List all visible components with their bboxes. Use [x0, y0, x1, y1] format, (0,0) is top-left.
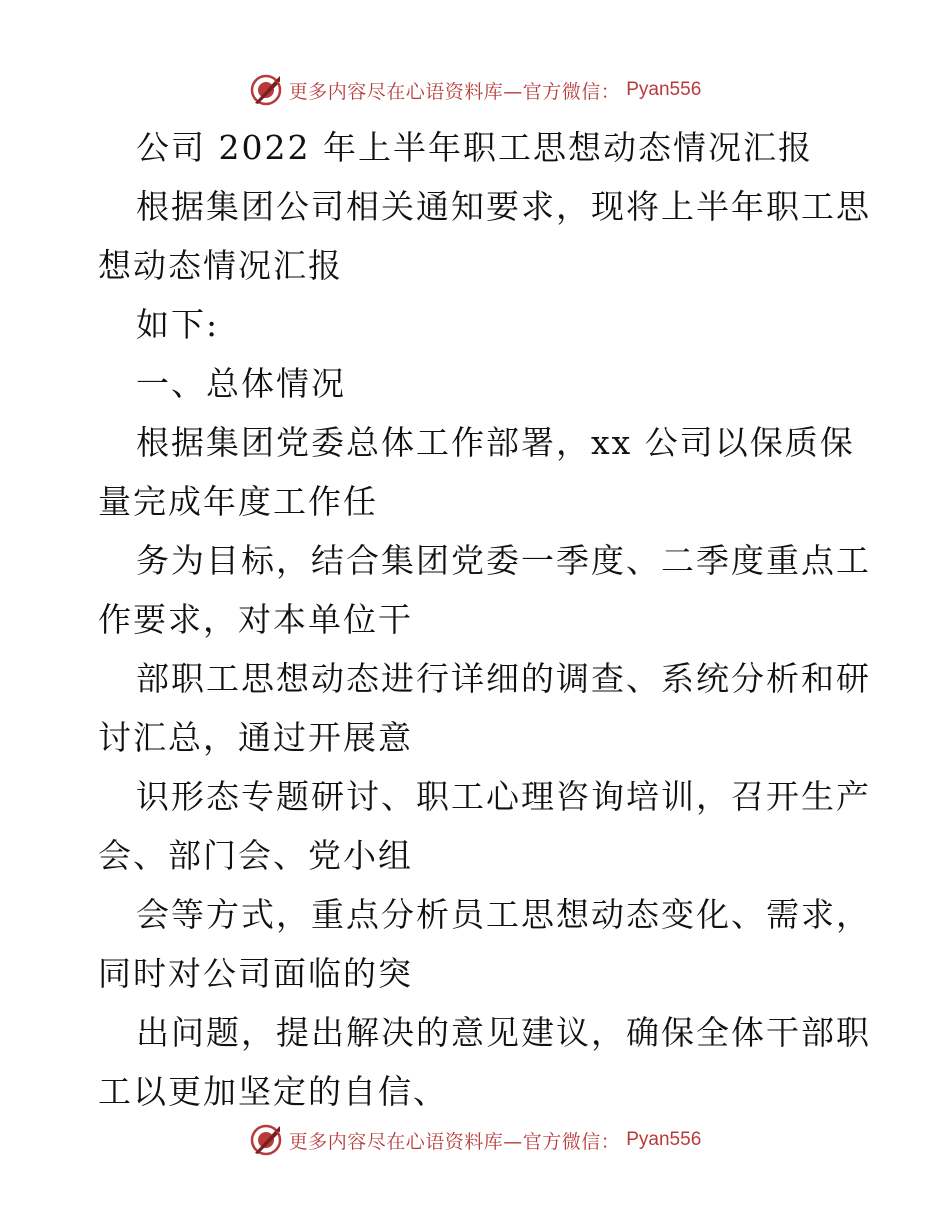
paragraph-line: 根据集团党委总体工作部署，xx 公司以保质保	[136, 423, 855, 462]
header-watermark-banner	[0, 70, 950, 110]
paragraph-line: 如下:	[136, 305, 220, 344]
paragraph-line: 出问题，提出解决的意见建议，确保全体干部职	[136, 1013, 871, 1052]
paragraph-line: 会等方式，重点分析员工思想动态变化、需求，	[136, 895, 871, 934]
banner-text: 更多内容尽在心语资料库—官方微信：	[288, 80, 621, 103]
paragraph-line: 想动态情况汇报	[98, 246, 343, 285]
paragraph-line: 量完成年度工作任	[98, 482, 378, 521]
paragraph-line: 识形态专题研讨、职工心理咨询培训，召开生产	[136, 777, 871, 816]
paragraph-line: 部职工思想动态进行详细的调查、系统分析和研	[136, 659, 871, 698]
paragraph-line: 务为目标，结合集团党委一季度、二季度重点工	[136, 541, 871, 580]
paragraph-line: 会、部门会、党小组	[98, 836, 413, 875]
paragraph-line: 工以更加坚定的自信、	[98, 1072, 448, 1111]
document-title: 公司 2022 年上半年职工思想动态情况汇报	[136, 128, 813, 167]
paragraph-line: 讨汇总，通过开展意	[98, 718, 413, 757]
footer-watermark-banner	[0, 1120, 950, 1160]
paragraph-line: 同时对公司面临的突	[98, 954, 413, 993]
quill-logo-icon	[249, 1123, 283, 1157]
quill-logo-icon	[249, 73, 283, 107]
banner-wechat-id: Pyan556	[626, 1129, 702, 1150]
paragraph-line: 根据集团公司相关通知要求，现将上半年职工思	[136, 187, 871, 226]
banner-text: 更多内容尽在心语资料库—官方微信：	[288, 1130, 621, 1153]
paragraph-line: 一、总体情况	[136, 364, 346, 403]
paragraph-line: 作要求，对本单位干	[98, 600, 413, 639]
document-body	[98, 118, 871, 1121]
banner-wechat-id: Pyan556	[626, 79, 702, 100]
